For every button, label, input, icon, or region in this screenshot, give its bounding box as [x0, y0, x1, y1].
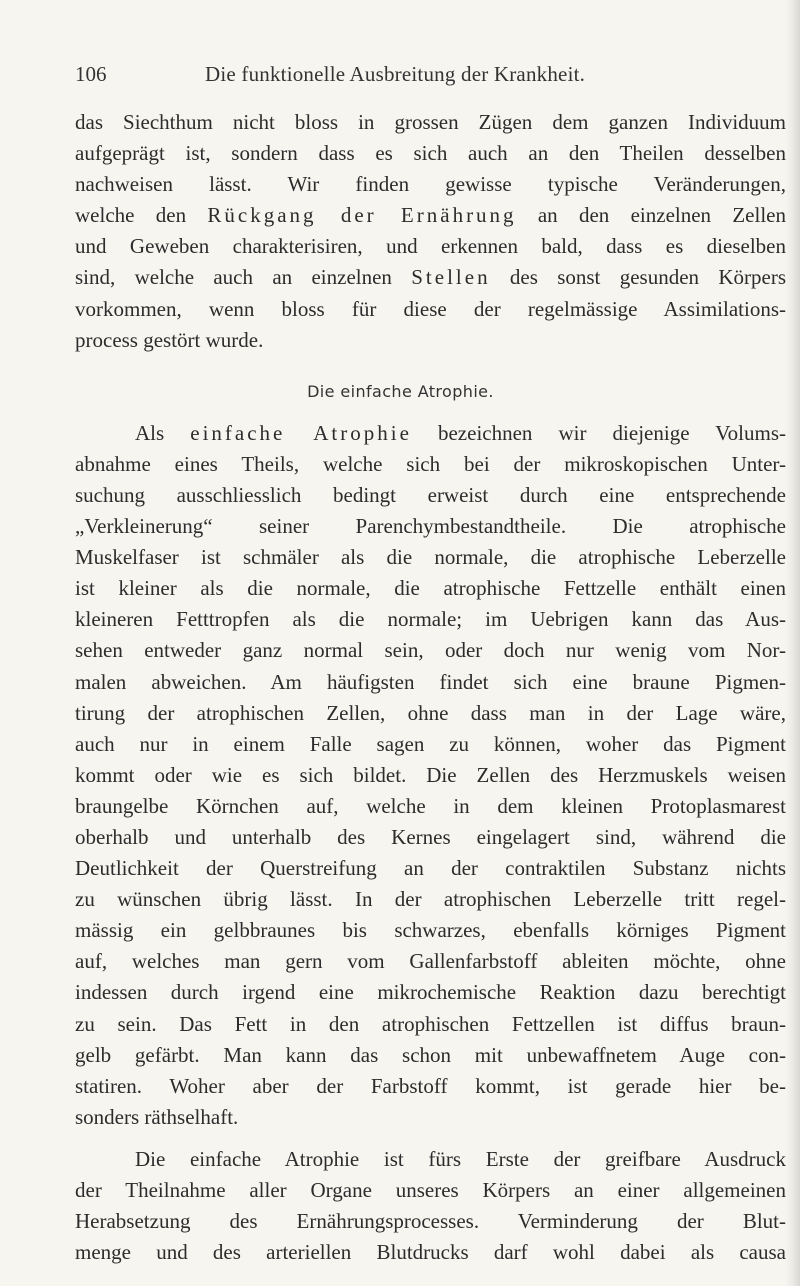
text-run: des sonst gesunden Körpers [490, 265, 786, 290]
emphasized-term: Stellen [411, 265, 491, 290]
text-line: ist kleiner als die normale, die atrophische Fettzelle enthält einen [75, 576, 786, 601]
text-line: braungelbe Körnchen auf, welche in dem kleinen Protoplasmarest [75, 793, 786, 818]
text-line: und Geweben charakterisiren, und erkennen bald, dass es dieselben [75, 234, 786, 259]
text-line: kleineren Fetttropfen als die normale; im Uebrigen kann das Aus- [75, 607, 786, 632]
text-line: sonders räthselhaft. [75, 1104, 239, 1129]
text-line: auf, welches man gern vom Gallenfarbstoff ableiten möchte, ohne [75, 949, 786, 974]
text-line: kommt oder wie es sich bildet. Die Zellen des Herzmuskels weisen [75, 762, 786, 787]
emphasized-term: einfache Atrophie [190, 420, 412, 445]
text-line: malen abweichen. Am häufigsten findet sich eine braune Pigmen- [75, 669, 786, 694]
text-line [75, 200, 786, 231]
text-run: an den einzelnen Zellen [516, 203, 786, 228]
text-line: zu wünschen übrig lässt. In der atrophischen Leberzelle tritt regel- [75, 887, 786, 912]
text-line: menge und des arteriellen Blutdrucks darf wohl dabei als causa [75, 1240, 786, 1265]
text-line: sehen entweder ganz normal sein, oder doch nur wenig vom Nor- [75, 638, 786, 663]
text-run: sind, welche auch an einzelnen [75, 265, 412, 290]
page-header [75, 62, 775, 92]
text-line: der Theilnahme aller Organe unseres Körpers an einer allgemeinen [75, 1178, 786, 1202]
text-line: aufgeprägt ist, sondern dass es sich auch an den Theilen desselben [75, 141, 786, 166]
running-title: Die funktionelle Ausbreitung der Krankheit. [205, 62, 586, 86]
section-heading: Die einfache Atrophie. [307, 381, 494, 401]
text-line: gelb gefärbt. Man kann das schon mit unbewaffnetem Auge con- [75, 1042, 786, 1067]
text-line: suchung ausschliesslich bedingt erweist durch eine entsprechende [75, 482, 786, 507]
text-line [75, 262, 786, 293]
text-line: indessen durch irgend eine mikrochemische Reaktion dazu berechtigt [75, 980, 786, 1005]
text-line: auch nur in einem Falle sagen zu können, woher das Pigment [75, 731, 786, 756]
text-line: nachweisen lässt. Wir finden gewisse typische Veränderungen, [75, 172, 786, 197]
text-run: bezeichnen wir diejenige Volums- [411, 420, 786, 445]
emphasized-term: Rückgang der Ernährung [207, 203, 517, 228]
text-line: Herabsetzung des Ernährungsprocesses. Verminderung der Blut- [75, 1209, 786, 1234]
paragraph-closing [75, 1144, 786, 1268]
text-line: process gestört wurde. [75, 327, 264, 352]
text-line: Muskelfaser ist schmäler als die normale, die atrophische Leberzelle [75, 545, 786, 570]
page-edge-shadow [786, 0, 800, 1286]
paragraph-atrophy [75, 418, 786, 1133]
text-line: abnahme eines Theils, welche sich bei der mikroskopischen Unter- [75, 451, 786, 476]
text-line: vorkommen, wenn bloss für diese der regelmässige Assimilations- [75, 296, 786, 321]
text-line: statiren. Woher aber der Farbstoff kommt, ist gerade hier be- [75, 1073, 786, 1098]
text-line: „Verkleinerung“ seiner Parenchymbestandtheile. Die atrophische [75, 514, 786, 539]
text-line: oberhalb und unterhalb des Kernes eingelagert sind, während die [75, 824, 786, 849]
text-line [75, 418, 786, 449]
paragraph-intro [75, 107, 786, 356]
text-line: das Siechthum nicht bloss in grossen Zügen dem ganzen Individuum [75, 110, 786, 134]
text-line: Deutlichkeit der Querstreifung an der contraktilen Substanz nichts [75, 856, 786, 881]
text-line: mässig ein gelbbraunes bis schwarzes, ebenfalls körniges Pigment [75, 918, 786, 943]
text-run: welche den [75, 203, 208, 228]
text-line: Die einfache Atrophie ist fürs Erste der greifbare Ausdruck [135, 1146, 786, 1171]
page-body [75, 107, 786, 1268]
text-line: tirung der atrophischen Zellen, ohne dass man in der Lage wäre, [75, 700, 786, 725]
page-number: 106 [75, 62, 107, 86]
text-run: Als [135, 420, 191, 445]
text-line: zu sein. Das Fett in den atrophischen Fettzellen ist diffus braun- [75, 1011, 786, 1036]
